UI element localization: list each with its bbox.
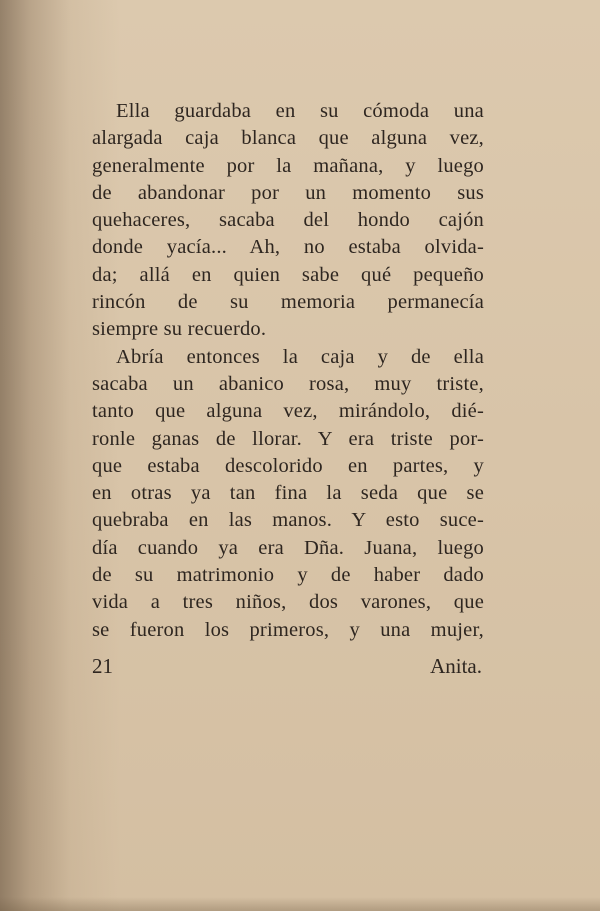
text-line: generalmente por la mañana, y luego xyxy=(92,154,484,177)
text-line: da; allá en quien sabe qué pequeño xyxy=(92,263,484,286)
body-text xyxy=(92,98,484,644)
text-line: ronle ganas de llorar. Y era triste por- xyxy=(92,427,484,450)
text-line: en otras ya tan fina la seda que se xyxy=(92,482,484,505)
text-line: donde yacía... Ah, no estaba olvida- xyxy=(92,236,484,259)
text-line: alargada caja blanca que alguna vez, xyxy=(92,127,484,150)
page-footer xyxy=(92,654,482,679)
text-line: tanto que alguna vez, mirándolo, dié- xyxy=(92,400,484,423)
text-line: sacaba un abanico rosa, muy triste, xyxy=(92,372,484,395)
paragraph-2 xyxy=(92,344,484,644)
text-line: rincón de su memoria permanecía xyxy=(92,291,484,314)
text-line: Ella guardaba en su cómoda una xyxy=(116,100,484,122)
text-line: día cuando ya era Dña. Juana, luego xyxy=(92,536,484,559)
text-line: se fueron los primeros, y una mujer, xyxy=(92,618,484,641)
text-line: de abandonar por un momento sus xyxy=(92,181,484,204)
author-signature: Anita. xyxy=(430,654,482,678)
page-number: 21 xyxy=(92,654,113,678)
text-line: quebraba en las manos. Y esto suce- xyxy=(92,509,484,532)
text-line: que estaba descolorido en partes, y xyxy=(92,454,484,477)
text-line: vida a tres niños, dos varones, que xyxy=(92,591,484,614)
paragraph-1 xyxy=(92,98,484,344)
text-line: Abría entonces la caja y de ella xyxy=(116,345,484,368)
text-line: quehaceres, sacaba del hondo cajón xyxy=(92,209,484,232)
text-line: siempre su recuerdo. xyxy=(92,318,267,341)
text-line: de su matrimonio y de haber dado xyxy=(92,564,484,587)
